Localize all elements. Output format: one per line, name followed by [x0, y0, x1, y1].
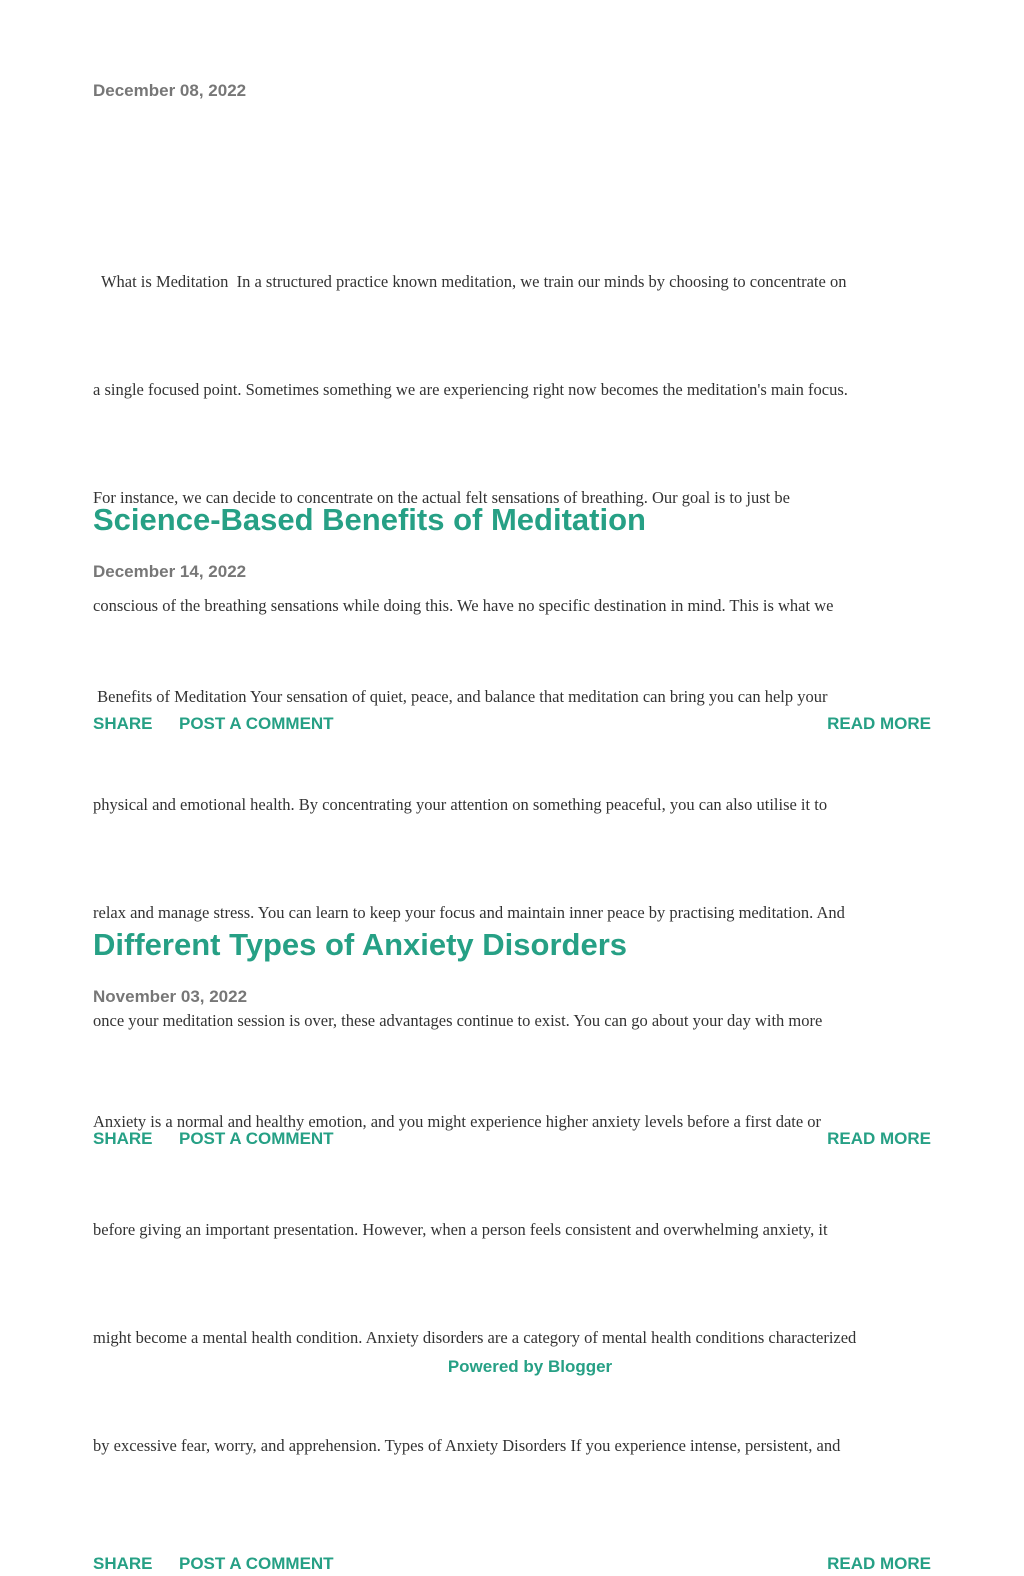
post-date: November 03, 2022: [93, 987, 248, 1006]
snippet-line: a single focused point. Sometimes something we are experiencing right now becomes the meditation's main focus.: [93, 380, 848, 399]
post-title-link[interactable]: Science-Based Benefits of Meditation: [93, 502, 646, 537]
snippet-line: might become a mental health condition. Anxiety disorders are a category of mental health conditions characterized: [93, 1328, 857, 1347]
snippet-line: once your meditation session is over, these advantages continue to exist. You can go about your day with more: [93, 1011, 823, 1030]
share-button[interactable]: SHARE: [93, 714, 153, 733]
post-comment-link[interactable]: POST A COMMENT: [179, 714, 334, 733]
share-button[interactable]: SHARE: [93, 1129, 153, 1148]
post-title-link[interactable]: Different Types of Anxiety Disorders: [93, 927, 628, 962]
read-more-link[interactable]: READ MORE: [827, 714, 931, 733]
snippet-line: by excessive fear, worry, and apprehension. Types of Anxiety Disorders If you experience intense, persistent, and: [93, 1436, 841, 1455]
snippet-line: physical and emotional health. By concentrating your attention on something peaceful, you can also utilise it to: [93, 795, 828, 814]
blog-post-anxiety-disorders: [93, 925, 931, 1576]
snippet-line: before giving an important presentation. However, when a person feels consistent and overwhelming anxiety, it: [93, 1220, 828, 1239]
snippet-line: What is Meditation In a structured practice known meditation, we train our minds by choosing to concentrate on: [93, 272, 847, 291]
snippet-line: conscious of the breathing sensations while doing this. We have no specific destination in mind. This is what we: [93, 596, 834, 615]
post-comment-link[interactable]: POST A COMMENT: [179, 1554, 334, 1573]
snippet-line: Anxiety is a normal and healthy emotion, and you might experience higher anxiety levels before a first date or: [93, 1112, 822, 1131]
snippet-line: For instance, we can decide to concentrate on the actual felt sensations of breathing. Our goal is to just be: [93, 488, 790, 507]
snippet-line: Benefits of Meditation Your sensation of quiet, peace, and balance that meditation can bring you can help your: [93, 687, 828, 706]
read-more-link[interactable]: READ MORE: [827, 1129, 931, 1148]
post-comment-link[interactable]: POST A COMMENT: [179, 1129, 334, 1148]
post-date: December 14, 2022: [93, 562, 247, 581]
read-more-link[interactable]: READ MORE: [827, 1554, 931, 1573]
snippet-line: relax and manage stress. You can learn to keep your focus and maintain inner peace by practising meditation. And: [93, 903, 845, 922]
post-date: December 08, 2022: [93, 81, 247, 100]
powered-by-blogger-link[interactable]: Powered by Blogger: [447, 1357, 613, 1376]
post-footer: [93, 1552, 931, 1576]
share-button[interactable]: SHARE: [93, 1554, 153, 1573]
post-snippet: [93, 1032, 931, 1536]
